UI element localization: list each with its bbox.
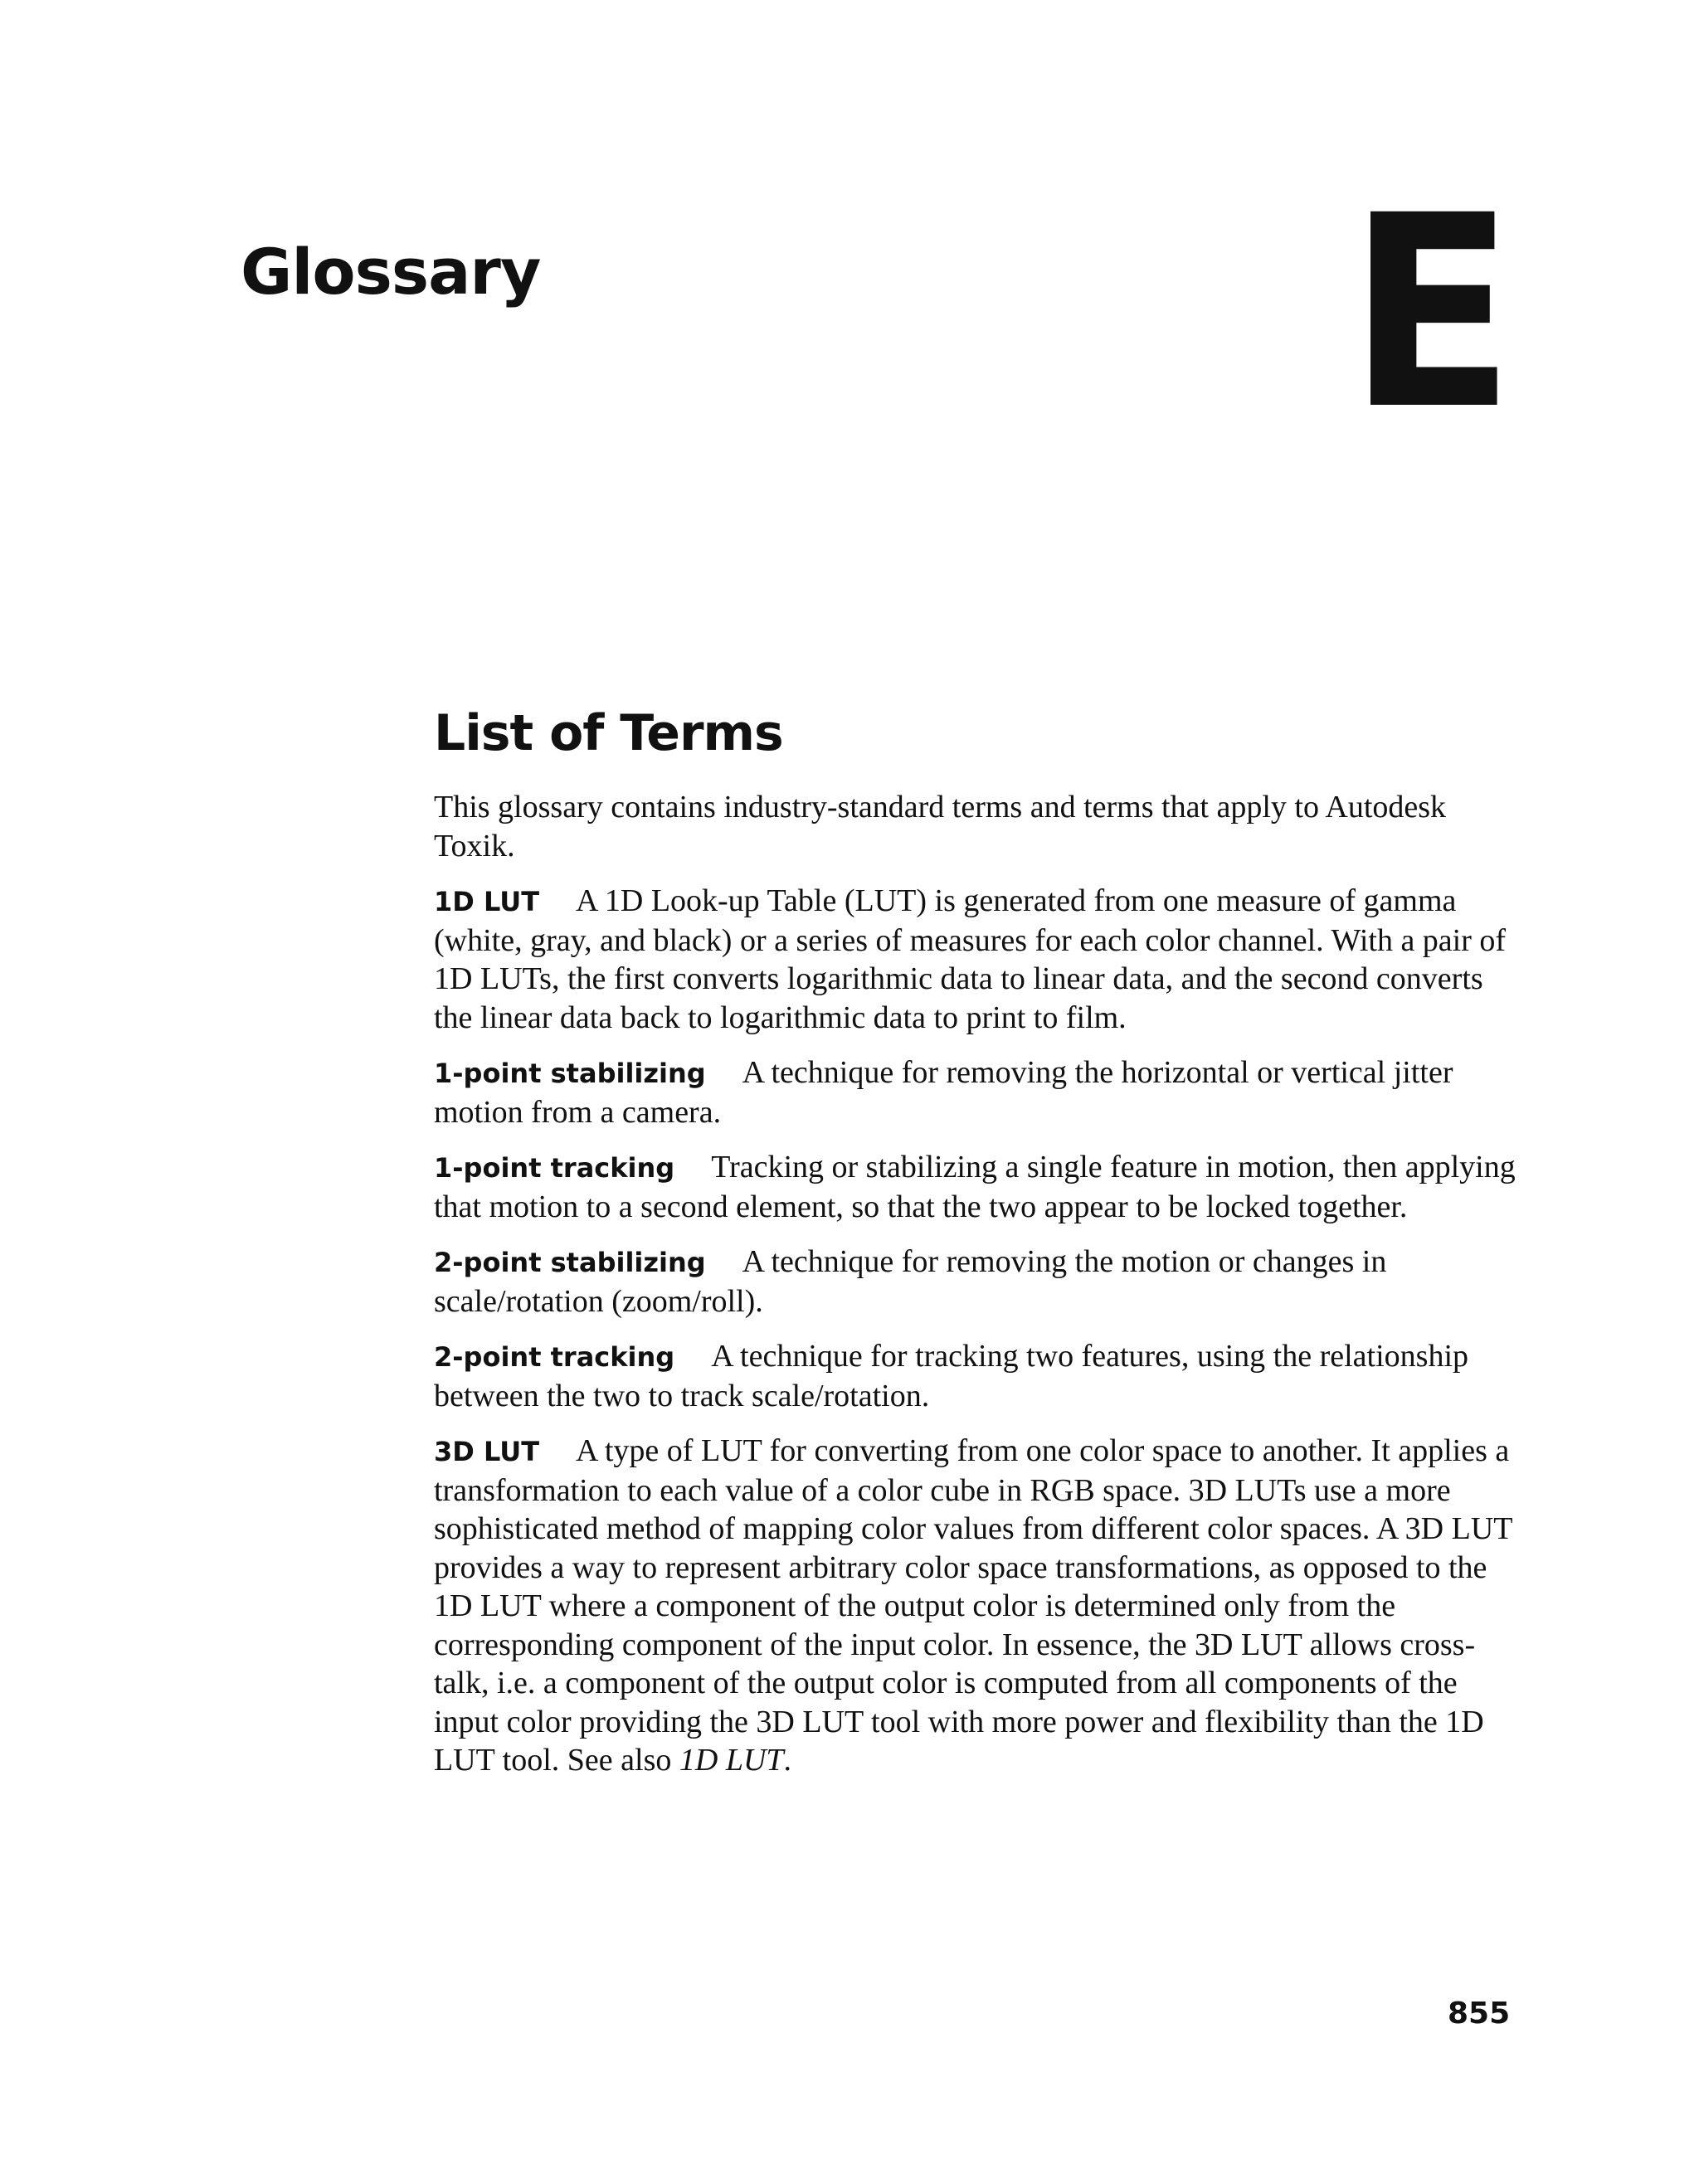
glossary-term: 2-point tracking xyxy=(434,1341,675,1373)
intro-paragraph: This glossary contains industry-standard terms and terms that apply to Autodesk Toxik. xyxy=(434,790,1447,863)
glossary-content xyxy=(434,697,1529,1797)
chapter-letter: E xyxy=(1348,159,1516,468)
glossary-entry xyxy=(434,1337,1529,1415)
glossary-entry xyxy=(434,1243,1529,1321)
glossary-entry xyxy=(434,1148,1529,1226)
section-title: List of Terms xyxy=(434,704,783,762)
glossary-entry xyxy=(434,1053,1529,1131)
chapter-title: Glossary xyxy=(241,235,541,309)
glossary-definition: A technique for removing the horizontal or vertical jitter motion from a camera. xyxy=(434,1055,1453,1130)
glossary-entry xyxy=(434,1432,1529,1780)
glossary-definition: A technique for removing the motion or changes in scale/rotation (zoom/roll). xyxy=(434,1244,1387,1319)
sentence-end: . xyxy=(783,1743,792,1778)
glossary-term: 1D LUT xyxy=(434,886,540,917)
page-number: 855 xyxy=(1448,1997,1511,2031)
glossary-term: 1-point stabilizing xyxy=(434,1058,706,1089)
glossary-term: 1-point tracking xyxy=(434,1152,675,1184)
glossary-term: 2-point stabilizing xyxy=(434,1247,706,1278)
glossary-term: 3D LUT xyxy=(434,1436,540,1467)
glossary-definition: A 1D Look-up Table (LUT) is generated from one measure of gamma (white, gray, and black) or a series of measures for each color channel. With a pair of 1D LUTs, the first converts logarithmic data to linear data, and the second converts the linear data back to logarithmic data to print to film. xyxy=(434,883,1507,1035)
see-also-reference: 1D LUT xyxy=(679,1743,784,1778)
glossary-definition: A technique for tracking two features, using the relationship between the two to track scale/rotation. xyxy=(434,1339,1469,1413)
glossary-entry xyxy=(434,882,1529,1037)
glossary-definition: A type of LUT for converting from one color space to another. It applies a transformation to each value of a color cube in RGB space. 3D LUTs use a more sophisticated method of mapping color values from different color spaces. A 3D LUT provides a way to represent arbitrary color space transformations, as opposed to the 1D LUT where a component of the output color is determined only from the corresponding component of the input color. In essence, the 3D LUT allows cross-talk, i.e. a component of the output color is computed from all components of the input color providing the 3D LUT tool with more power and flexibility than the 1D LUT tool. See also xyxy=(434,1433,1512,1778)
glossary-definition: Tracking or stabilizing a single feature in motion, then applying that motion to a second element, so that the two appear to be locked together. xyxy=(434,1150,1516,1224)
